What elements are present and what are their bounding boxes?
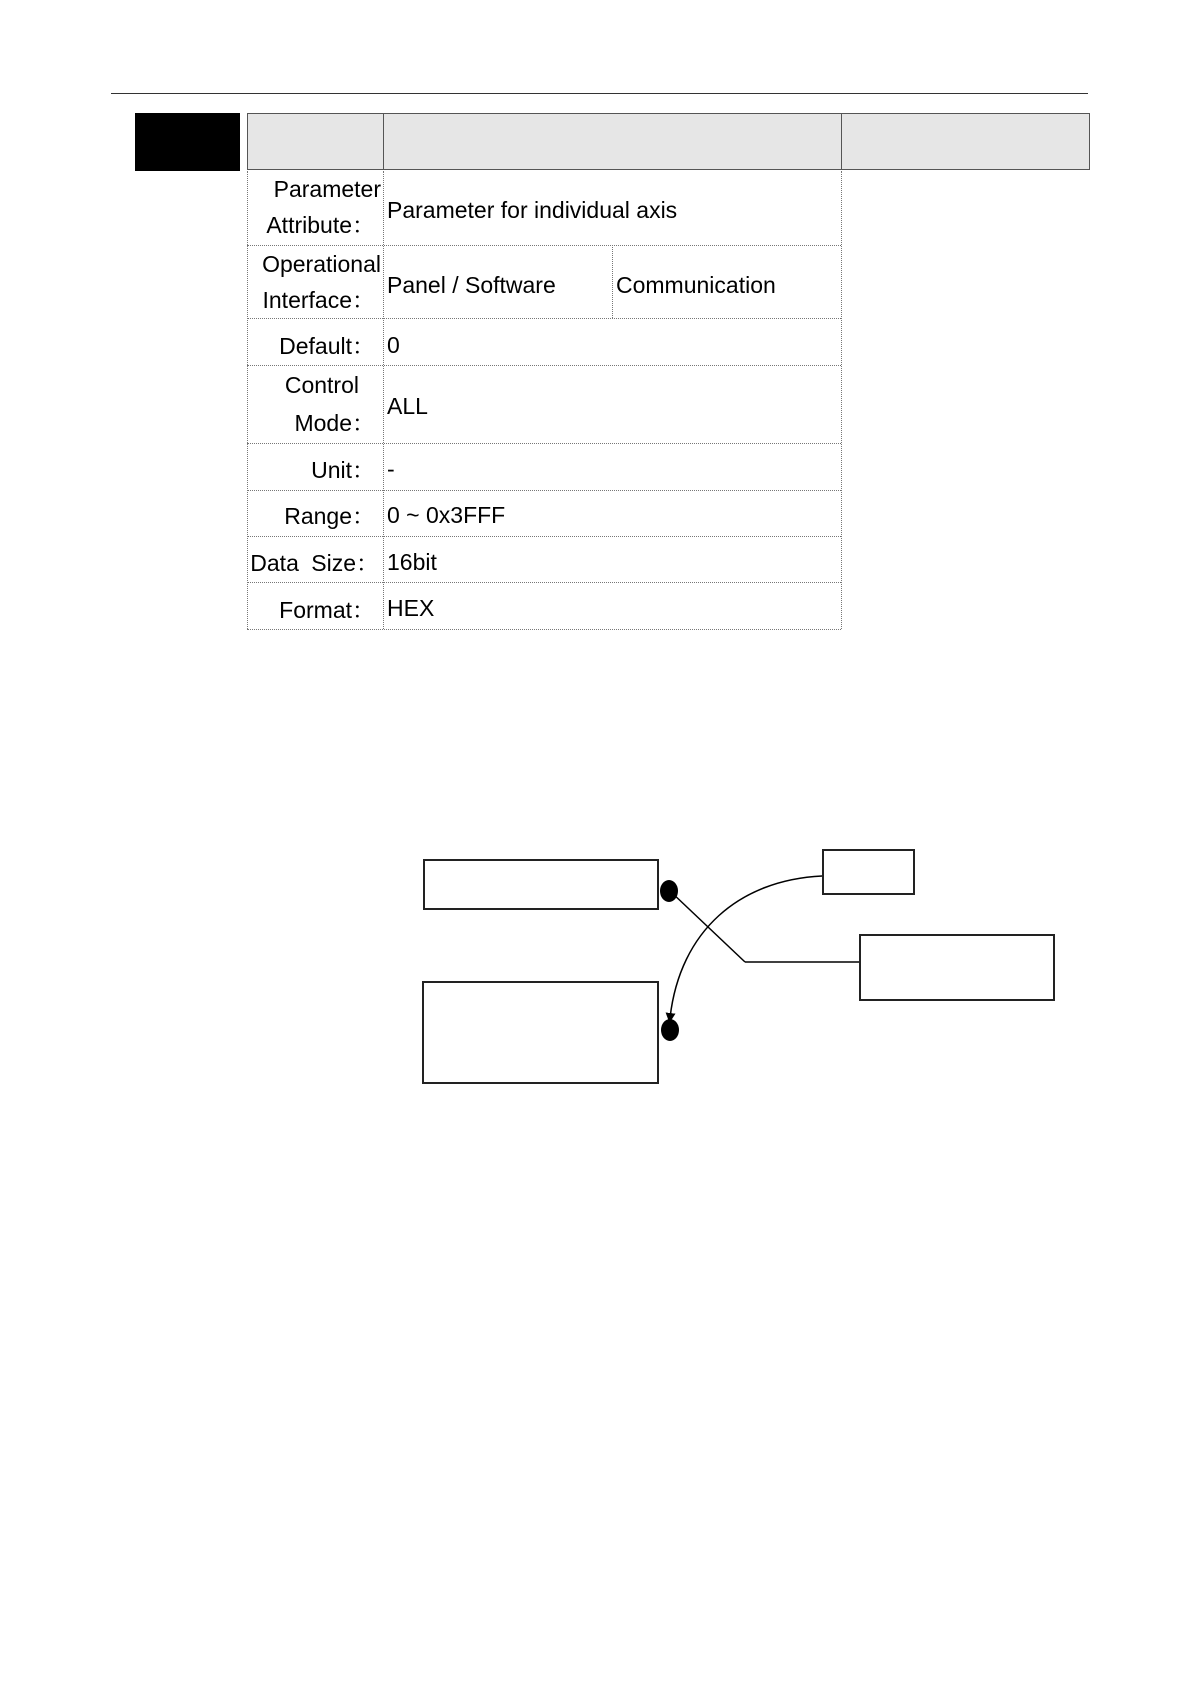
range-value: 0 ~ 0x3FFF [387, 502, 506, 528]
data-size-label: Data Size： [250, 550, 379, 576]
unit-value: - [387, 456, 395, 482]
data-size-value: 16bit [387, 549, 437, 575]
control-mode-label-line1: Control [284, 372, 359, 398]
control-mode-label-line2: Mode： [294, 410, 375, 436]
format-label: Format： [279, 597, 375, 623]
contact-dot-upper-icon [660, 880, 678, 902]
interface-panel-value: Panel / Software [387, 272, 556, 298]
unit-label: Unit： [311, 457, 375, 483]
default-label: Default： [279, 333, 375, 359]
attribute-label-line2: Attribute： [266, 212, 375, 238]
range-label: Range： [284, 503, 375, 529]
control-mode-value: ALL [387, 393, 428, 419]
format-value: HEX [387, 595, 435, 621]
interface-label-line1: Operational [262, 251, 381, 277]
interface-label-line2: Interface： [262, 287, 375, 313]
contact-dot-lower-icon [661, 1019, 679, 1041]
interface-comm-value: Communication [616, 272, 776, 298]
switch-arrow-icon [670, 876, 822, 1018]
attribute-label-line1: Parameter [273, 176, 381, 202]
attribute-value: Parameter for individual axis [387, 197, 678, 223]
default-value: 0 [387, 332, 400, 358]
